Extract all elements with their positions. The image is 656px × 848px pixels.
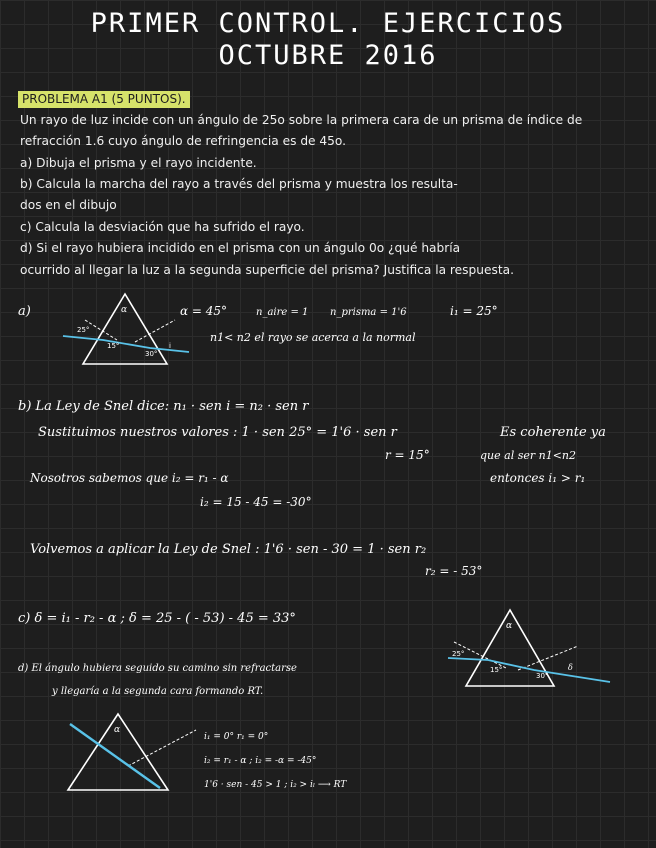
part-c-line: c) δ = i₁ - r₂ - α ; δ = 25 - ( - 53) - 45 = 33° — [18, 611, 296, 626]
part-b-line-4: Nosotros sabemos que i₂ = r₁ - α — [30, 471, 229, 485]
problem-line-3: a) Dibuja el prisma y el rayo incidente. — [20, 156, 257, 170]
problem-line-4: b) Calcula la marcha del rayo a través del prisma y muestra los resulta- — [20, 177, 458, 191]
problem-line-2: refracción 1.6 cuyo ángulo de refringencia es de 45o. — [20, 134, 347, 148]
part-d-calc-3: 1'6 · sen - 45 > 1 ; i₂ > iₗ ⟶ RT — [204, 780, 347, 790]
part-a-n-aire: n_aire = 1 — [256, 307, 309, 318]
part-d-line-2: y llegaría a la segunda cara formando RT. — [52, 686, 264, 697]
problem-line-6: c) Calcula la desviación que ha sufrido el rayo. — [20, 220, 305, 234]
part-d-calc-2: i₂ = r₁ - α ; i₂ = -α = -45° — [204, 756, 317, 766]
part-b-line-4b: entonces i₁ > r₁ — [490, 471, 586, 485]
part-a-note: n1< n2 el rayo se acerca a la normal — [210, 331, 416, 344]
fig-c-angle-1: 25° — [452, 650, 465, 658]
problem-heading: PROBLEMA A1 (5 PUNTOS). — [18, 91, 190, 108]
part-b-line-2b: Es coherente ya — [500, 425, 606, 440]
fig-d-alpha: α — [114, 725, 121, 735]
part-d-calc-1: i₁ = 0° r₁ = 0° — [204, 732, 269, 742]
fig-a-alpha: α — [121, 305, 128, 315]
fig-a-angle-4: i — [169, 342, 171, 350]
problem-line-7: d) Si el rayo hubiera incidido en el prisma con un ángulo 0o ¿qué habría — [20, 241, 461, 255]
page-title-line-2: OCTUBRE 2016 — [218, 40, 438, 71]
part-b-line-2: Sustituimos nuestros valores : 1 · sen 25° = 1'6 · sen r — [38, 425, 397, 440]
part-b-line-6: Volvemos a aplicar la Ley de Snel : 1'6 · sen - 30 = 1 · sen r₂ — [30, 542, 427, 557]
normal-line-2 — [135, 320, 175, 342]
fig-c-alpha: α — [506, 621, 513, 631]
fig-a-angle-3: 30° — [145, 350, 158, 358]
prism-figure-c — [448, 606, 618, 696]
part-b-line-3b: que al ser n1<n2 — [480, 449, 576, 462]
part-a-i1: i₁ = 25° — [450, 304, 498, 318]
part-b-line-3: r = 15° — [385, 448, 430, 462]
problem-line-8: ocurrido al llegar la luz a la segunda superficie del prisma? Justifica la respuesta. — [20, 263, 514, 277]
light-ray — [448, 658, 610, 682]
part-b-line-5: i₂ = 15 - 45 = -30° — [200, 495, 312, 509]
normal-line-1 — [85, 320, 117, 340]
part-d-line-1: d) El ángulo hubiera seguido su camino sin refractarse — [18, 663, 297, 674]
fig-c-angle-2: 15° — [490, 666, 503, 674]
normal-line — [128, 730, 196, 766]
fig-c-delta: δ — [568, 663, 573, 672]
part-b-line-7: r₂ = - 53° — [425, 564, 483, 578]
problem-line-1: Un rayo de luz incide con un ángulo de 25o sobre la primera cara de un prisma de índice de — [20, 113, 583, 127]
part-b-line-1: b) La Ley de Snel dice: n₁ · sen i = n₂ · sen r — [18, 399, 309, 414]
fig-a-angle-2: 15° — [107, 342, 120, 350]
prism-figure-a — [55, 290, 195, 370]
part-a-n-prisma: n_prisma = 1'6 — [330, 307, 407, 318]
prism-figure-d — [56, 708, 226, 796]
fig-c-angle-3: 30° — [536, 672, 549, 680]
part-a-alpha: α = 45° — [180, 304, 228, 318]
page-title-line-1: PRIMER CONTROL. EJERCICIOS — [90, 8, 566, 39]
part-a-label: a) — [18, 304, 31, 319]
problem-line-5: dos en el dibujo — [20, 198, 117, 212]
fig-a-angle-1: 25° — [77, 326, 90, 334]
